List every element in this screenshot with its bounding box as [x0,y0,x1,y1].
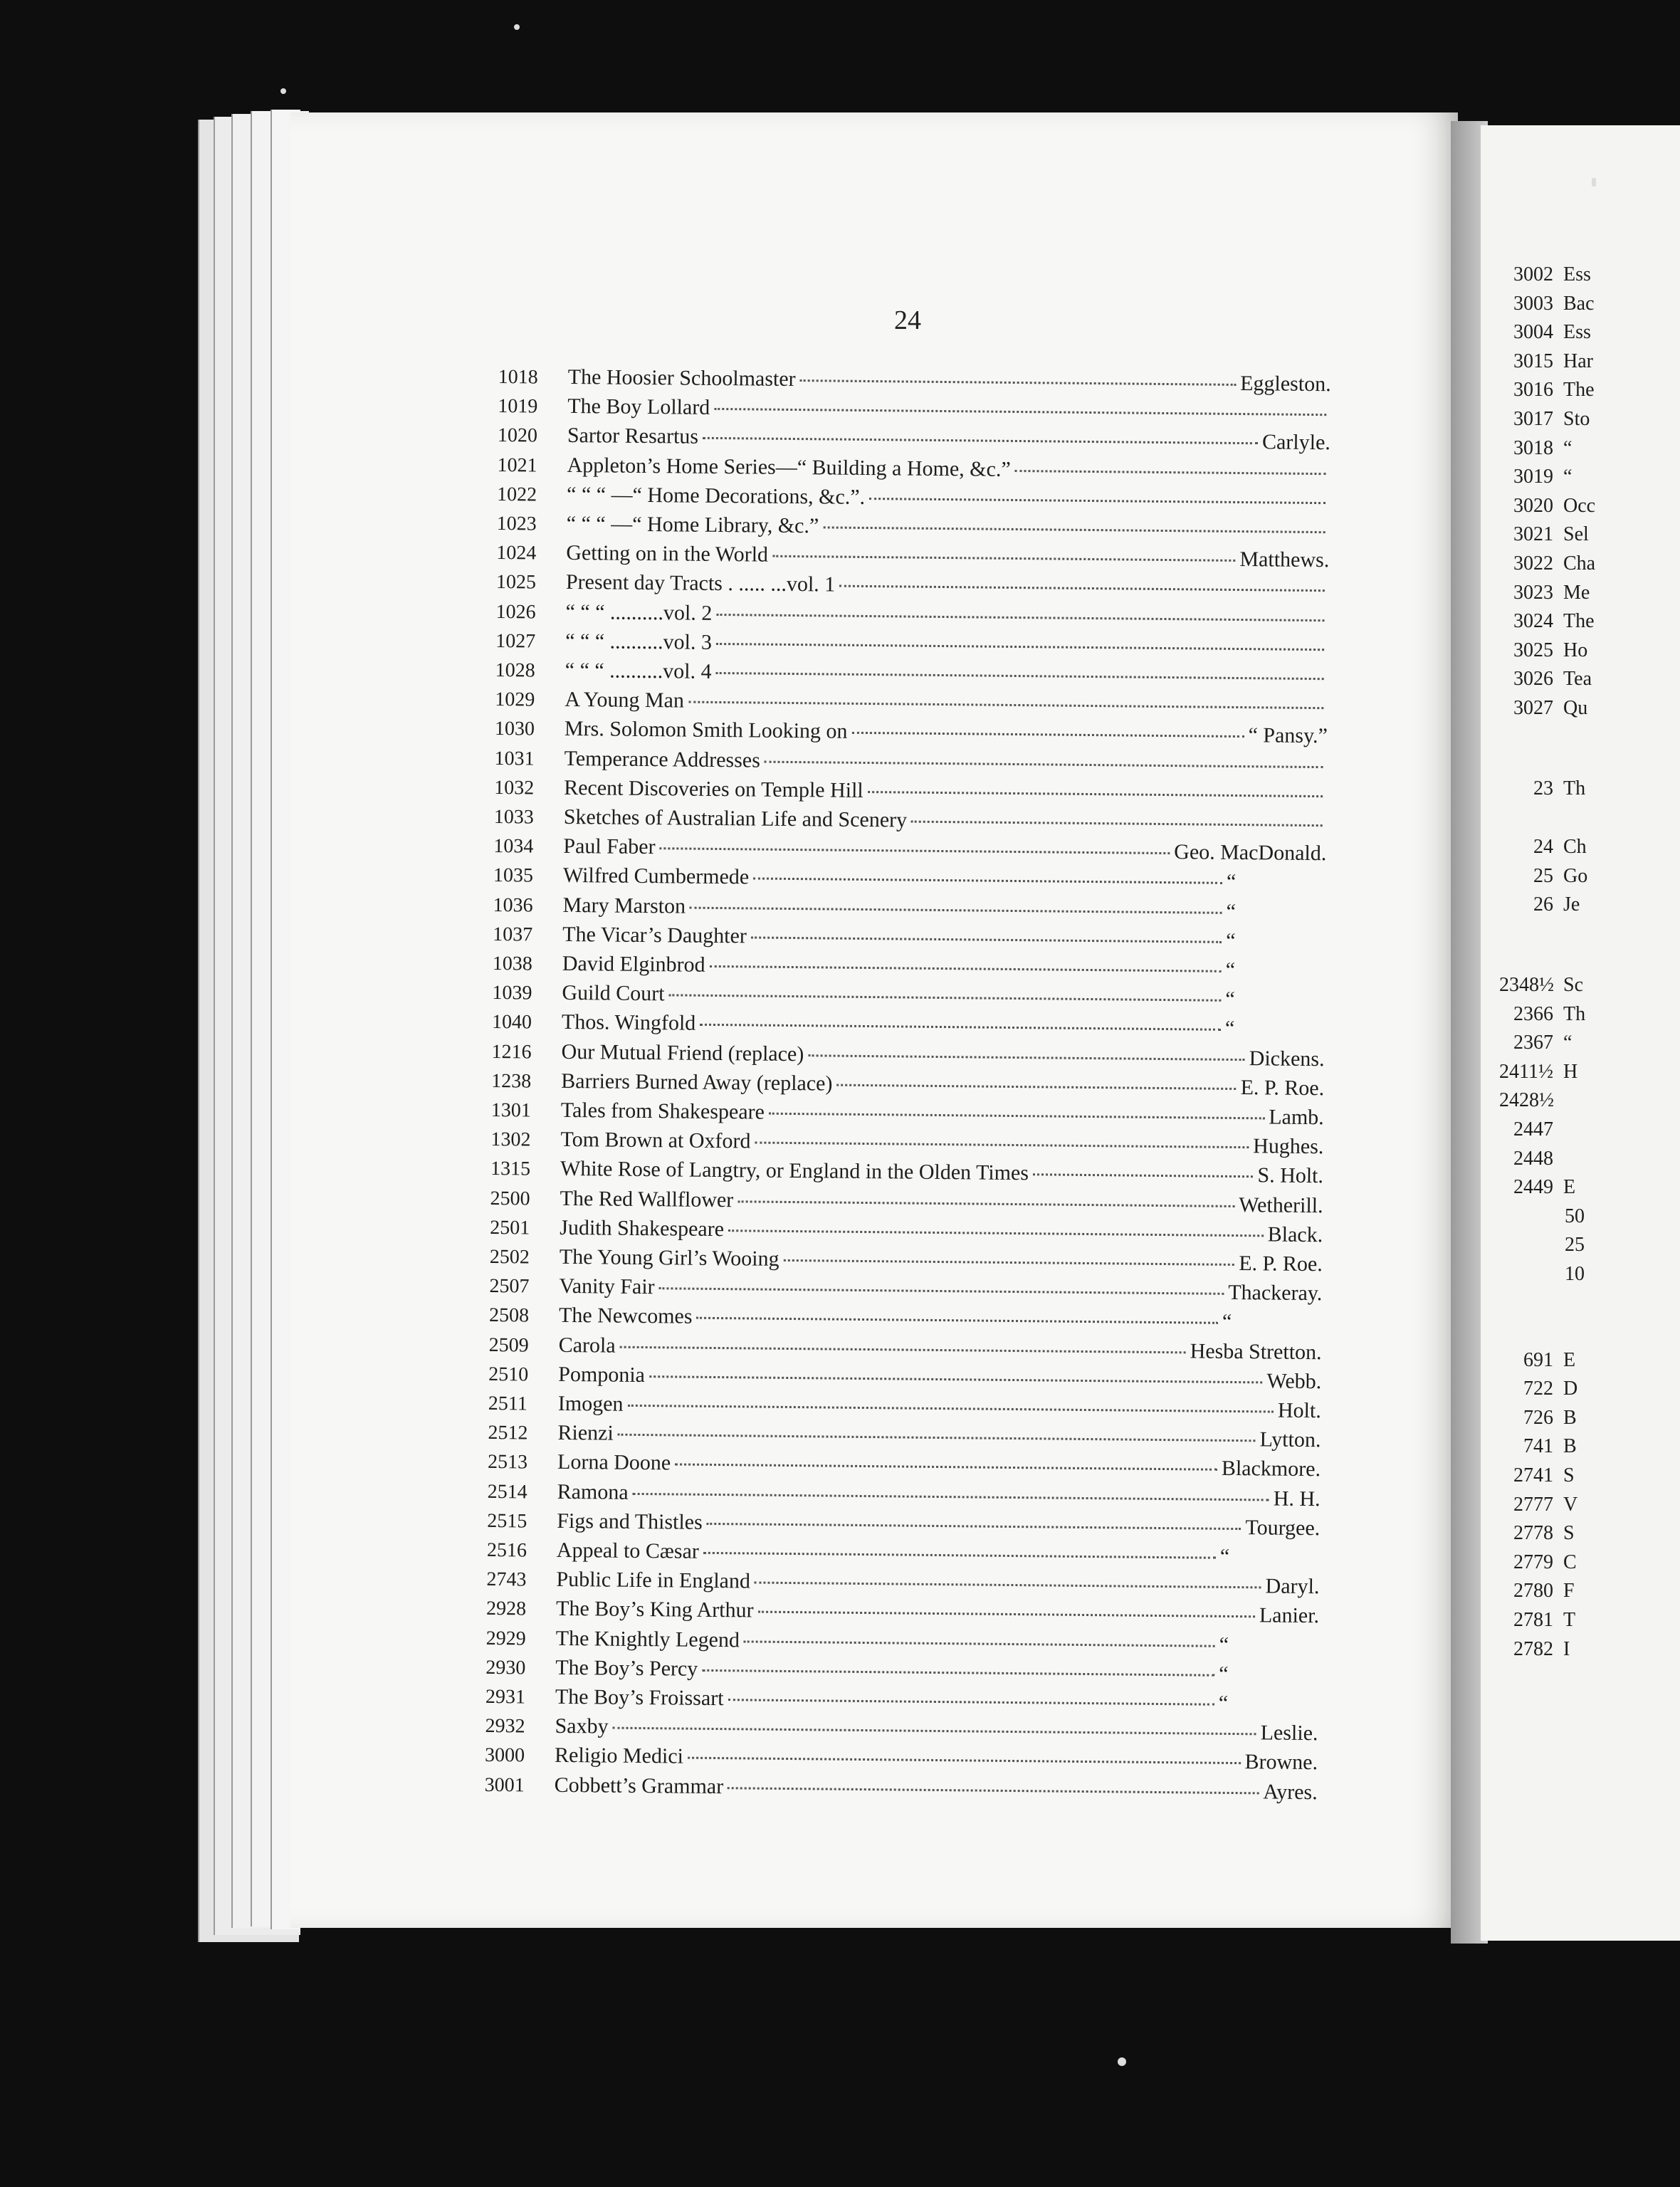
dot-leader [758,1611,1255,1618]
dust-speck [1592,178,1596,187]
entry-number: 1315 [490,1158,531,1180]
right-entry-number: 3019 [1513,466,1553,488]
entry-title: Ramona [557,1479,629,1504]
right-entry-text: T [1563,1609,1576,1631]
right-entry-text: Th [1563,777,1586,799]
dot-leader [669,995,1222,1002]
entry-title: Guild Court [562,981,665,1006]
entry-author: Thackeray. [1228,1281,1323,1306]
right-entry-number: 3018 [1513,436,1553,459]
ditto-mark: “ [1226,928,1236,953]
right-entry-number: 2366 [1513,1002,1553,1025]
entry-number: 2928 [485,1598,527,1620]
entry-title: Tales from Shakespeare [560,1098,765,1124]
entry-author: Lanier. [1259,1603,1320,1628]
entry-title: Appeal to Cæsar [556,1538,700,1563]
dot-leader [659,847,1170,854]
entry-author: Ayres. [1263,1779,1318,1804]
entry-title: “ “ “ ..........vol. 2 [565,599,713,625]
dot-leader [755,1582,1261,1589]
dot-leader [868,791,1323,797]
dot-leader [839,585,1325,592]
entry-number: 1020 [497,424,538,447]
right-entry-text: Qu [1563,697,1588,719]
right-entry-text: “ [1563,436,1573,459]
dot-leader [784,1259,1235,1266]
entry-title: Recent Discoveries on Temple Hill [564,775,863,802]
right-entry-number: 3021 [1513,523,1553,546]
right-entry-text: Ho [1563,639,1588,661]
entry-title: Figs and Thistles [557,1509,703,1534]
right-entry-text: Occ [1563,494,1596,517]
ditto-mark: “ [1226,899,1237,923]
right-entry-text: S [1563,1464,1575,1486]
ditto-mark: “ [1226,870,1237,894]
entry-title: The Young Girl’s Wooing [559,1244,779,1271]
dot-leader [696,1317,1218,1324]
right-entry-number: 24 [1533,836,1553,859]
entry-title: Judith Shakespeare [560,1215,725,1241]
right-entry-text: B [1563,1406,1577,1429]
dot-leader [700,1024,1221,1031]
dot-leader [851,732,1244,738]
right-entry-text: F [1563,1580,1575,1603]
entry-number: 1022 [496,483,537,506]
dot-leader [800,379,1237,386]
right-entry-number: 3026 [1513,668,1553,691]
entry-number: 2507 [489,1275,530,1298]
entry-title: The Boy Lollard [567,394,710,420]
entry-number: 2516 [486,1538,527,1562]
entry-author: E. P. Roe. [1239,1252,1323,1276]
dot-leader [1015,470,1326,475]
dot-leader [716,672,1324,680]
entry-author: H. H. [1273,1486,1321,1511]
right-entry-text: Tea [1563,668,1592,691]
entry-number: 1025 [495,571,537,594]
entry-number: 2743 [486,1568,527,1591]
right-entry-number: 2348½ [1499,974,1554,996]
entry-number: 2501 [490,1216,530,1239]
right-entry-number: 2779 [1513,1551,1553,1573]
right-entry-number: 3027 [1513,697,1553,719]
entry-title: Religio Medici [554,1743,684,1768]
entry-title: Carola [558,1333,616,1358]
entry-author: Tourgee. [1245,1515,1321,1540]
right-entry-number: 2778 [1513,1522,1553,1545]
entry-number: 2502 [489,1245,530,1269]
right-entry-text: Ess [1563,321,1591,344]
right-entry-text: Sc [1563,974,1583,996]
entry-number: 2511 [488,1392,527,1415]
ditto-mark: “ [1225,958,1236,982]
right-entry-number: 26 [1533,893,1553,916]
entry-author: Dickens. [1249,1046,1325,1071]
entry-number: 2932 [485,1715,525,1738]
entry-title: David Elginbrod [562,951,705,977]
dot-leader [765,760,1323,768]
entry-author: E. P. Roe. [1240,1075,1325,1100]
right-entry-number: 2447 [1513,1118,1553,1140]
dot-leader [714,408,1326,416]
right-entry-text: 25 [1565,1234,1585,1257]
dot-leader [753,878,1222,884]
dot-leader [707,1523,1241,1530]
entry-number: 1023 [496,512,537,535]
entry-number: 1033 [493,805,534,829]
dot-leader [659,1287,1224,1295]
entry-author: Leslie. [1260,1721,1318,1746]
entry-number: 1037 [493,923,533,946]
right-entry-number: 2782 [1513,1637,1553,1660]
entry-author: S. Holt. [1257,1163,1324,1188]
entry-number: 2500 [490,1187,530,1210]
right-entry-text: Ch [1563,836,1587,859]
dot-leader [869,498,1325,504]
dot-leader [633,1492,1269,1501]
right-entry-number: 3015 [1513,350,1553,372]
right-entry-text: Ess [1563,263,1591,285]
entry-author: Blackmore. [1221,1457,1321,1481]
entry-title: The Boy’s Froissart [555,1684,724,1711]
right-entry-text: Sto [1563,408,1590,430]
entry-author: Wetherill. [1239,1192,1323,1217]
entry-number: 3000 [484,1744,525,1767]
entry-title: The Vicar’s Daughter [562,922,747,948]
entry-number: 2510 [488,1363,529,1386]
dot-leader [710,965,1222,972]
ditto-mark: “ [1218,1691,1229,1715]
entry-author: Black. [1267,1222,1323,1247]
right-entry-text: B [1563,1435,1577,1458]
entry-title: “ “ “ ..........vol. 4 [565,658,712,683]
entry-author: Geo. MacDonald. [1174,840,1327,866]
right-entry-text: V [1563,1493,1578,1516]
right-entry-number: 23 [1533,777,1553,799]
entry-title: Mary Marston [562,893,686,918]
dot-leader [688,701,1323,710]
entry-number: 1019 [498,395,538,418]
dot-leader [703,437,1258,444]
entry-title: Rienzi [557,1421,614,1445]
right-entry-number: 2448 [1513,1147,1553,1170]
right-entry-number: 3022 [1513,552,1553,575]
entry-number: 1027 [495,629,536,653]
dot-leader [911,821,1323,827]
right-entry-number: 741 [1523,1435,1553,1458]
entry-author: Matthews. [1239,547,1330,572]
right-entry-text: Th [1563,1002,1586,1025]
right-entry-number: 3003 [1513,292,1553,315]
entry-author: “ Pansy.” [1248,723,1328,748]
entry-number: 1030 [494,718,535,740]
entry-title: Public Life in England [556,1568,751,1593]
entry-title: The Red Wallflower [560,1186,734,1212]
ditto-mark: “ [1224,1017,1235,1041]
dot-leader [612,1727,1256,1736]
entry-author: Lamb. [1269,1105,1324,1130]
ditto-mark: “ [1219,1662,1229,1686]
dot-leader [716,643,1324,651]
page-number: 24 [894,305,921,335]
entry-number: 1028 [495,659,535,682]
right-entry-text: E [1563,1176,1576,1199]
dot-leader [751,936,1222,943]
dot-leader [627,1405,1274,1413]
entry-number: 1302 [490,1128,531,1151]
entry-number: 3001 [484,1773,525,1797]
right-entry-number: 25 [1533,864,1553,887]
entry-number: 2508 [488,1304,530,1327]
right-entry-number: 2411½ [1499,1060,1553,1083]
dot-leader [1033,1174,1254,1178]
dot-leader [620,1346,1186,1353]
entry-title: Sartor Resartus [567,424,699,449]
entry-number: 2512 [488,1422,528,1444]
entry-number: 1024 [496,542,537,565]
entry-title: Temperance Addresses [564,746,761,772]
entry-title: The Newcomes [558,1304,693,1329]
entry-title: “ “ “ —“ Home Decorations, &c.”. [566,482,866,509]
entry-title: Appleton’s Home Series—“ Building a Home, &c.” [567,453,1011,481]
ditto-mark: “ [1222,1310,1232,1334]
dot-leader [728,1699,1214,1706]
right-entry-number: 3023 [1513,581,1553,604]
entry-number: 1301 [490,1098,531,1122]
entry-number: 2931 [485,1685,526,1709]
entry-number: 1021 [497,453,537,477]
right-entry-number: 2367 [1513,1032,1553,1054]
entry-author: Browne. [1244,1750,1318,1775]
entry-number: 2509 [488,1333,529,1357]
entry-number: 1035 [493,864,534,887]
right-entry-text: “ [1563,1032,1573,1054]
right-entry-text: 50 [1565,1205,1585,1227]
entry-number: 1036 [493,893,533,917]
right-entry-text: Cha [1563,552,1596,575]
right-entry-number: 2780 [1513,1580,1553,1603]
right-entry-text: “ [1563,466,1573,488]
right-entry-text: The [1563,610,1595,633]
entry-title: Imogen [557,1391,624,1416]
entry-title: White Rose of Langtry, or England in the Olden Times [560,1157,1029,1185]
right-entry-number: 2741 [1513,1464,1553,1486]
right-entry-number: 3024 [1513,610,1553,633]
entry-number: 1216 [491,1040,532,1064]
entry-title: A Young Man [565,688,685,713]
dot-leader [728,1229,1264,1237]
entry-title: Lorna Doone [557,1450,671,1475]
right-entry-number: 3002 [1513,263,1553,285]
entry-number: 1026 [495,600,536,624]
dust-speck [280,88,286,94]
right-entry-text: The [1563,379,1595,402]
dot-leader [737,1200,1234,1207]
right-entry-text: C [1563,1551,1577,1573]
entry-title: Thos. Wingfold [561,1010,696,1036]
right-entry-number: 2449 [1513,1176,1553,1199]
entry-number: 1039 [492,982,532,1005]
right-entry-text: Me [1563,581,1590,604]
entry-author: Eggleston. [1240,372,1331,397]
ditto-mark: “ [1219,1632,1229,1657]
dot-leader [836,1084,1236,1089]
dot-leader [690,906,1222,913]
right-entry-number: 2428½ [1499,1089,1554,1112]
entry-number: 2929 [485,1627,526,1650]
dot-leader [703,1552,1216,1559]
dust-speck [1118,2057,1126,2066]
dot-leader [808,1054,1244,1061]
dot-leader [772,555,1235,562]
right-entry-text: D [1563,1378,1578,1400]
entry-title: Wilfred Cumbermede [562,864,750,889]
right-entry-number: 2777 [1513,1493,1553,1516]
dot-leader [744,1640,1215,1647]
entry-title: Getting on in the World [566,541,769,567]
right-entry-number: 722 [1523,1378,1553,1400]
entry-title: Present day Tracts . ..... ...vol. 1 [565,570,836,597]
entry-number: 1038 [492,952,532,975]
dot-leader [823,526,1325,533]
entry-title: Mrs. Solomon Smith Looking on [564,717,848,744]
entry-author: Lytton. [1259,1427,1321,1452]
entry-title: Pomponia [558,1362,646,1387]
right-entry-text: Har [1563,350,1593,372]
right-entry-number: 691 [1523,1348,1553,1371]
entry-title: Cobbett’s Grammar [554,1773,724,1798]
right-entry-text: Bac [1563,292,1595,315]
right-entry-text: Go [1563,864,1588,887]
entry-author: Hughes. [1253,1134,1324,1159]
entry-title: Barriers Burned Away (replace) [561,1069,833,1096]
right-entry-number: 3004 [1513,321,1553,344]
right-entry-number: 3025 [1513,639,1553,661]
entry-number: 2515 [487,1509,527,1533]
entry-number: 1238 [491,1069,532,1093]
dot-leader [769,1113,1264,1120]
entry-title: Tom Brown at Oxford [560,1128,751,1153]
entry-author: Holt. [1277,1398,1321,1423]
entry-author: Carlyle. [1261,430,1331,455]
entry-author: Webb. [1266,1369,1322,1393]
entry-title: The Knightly Legend [555,1626,740,1652]
entry-number: 2514 [487,1480,527,1504]
right-entry-text: 10 [1565,1263,1585,1285]
entry-number: 2930 [485,1656,526,1679]
entry-number: 1034 [493,835,534,858]
dot-leader [688,1757,1241,1764]
dot-leader [728,1787,1259,1794]
right-entry-text: H [1563,1060,1578,1083]
entry-title: Saxby [555,1714,609,1738]
entry-title: “ “ “ —“ Home Library, &c.” [566,511,819,538]
entry-title: Our Mutual Friend (replace) [561,1039,804,1066]
ditto-mark: “ [1225,987,1235,1012]
entry-number: 2513 [487,1451,528,1474]
dot-leader [618,1434,1256,1442]
entry-title: The Hoosier Schoolmaster [567,364,796,392]
entry-title: Vanity Fair [559,1274,655,1299]
entry-title: Sketches of Australian Life and Scenery [563,804,908,832]
dot-leader [702,1669,1214,1677]
entry-title: The Boy’s Percy [555,1655,698,1681]
entry-number: 1032 [494,776,535,799]
entry-author: Hesba Stretton. [1190,1338,1322,1364]
dot-leader [649,1375,1263,1383]
entry-number: 1018 [498,365,538,389]
ditto-mark: “ [1219,1544,1230,1568]
entry-number: 1031 [494,747,535,770]
right-entry-number: 726 [1523,1406,1553,1429]
entry-number: 1040 [491,1011,532,1034]
right-entry-text: Sel [1563,523,1589,546]
entry-title: Paul Faber [563,834,656,859]
right-entry-number: 3020 [1513,494,1553,517]
dust-speck [514,24,520,30]
entry-title: “ “ “ ..........vol. 3 [565,629,713,654]
dot-leader [755,1142,1249,1149]
right-entry-number: 3017 [1513,408,1553,430]
entry-number: 1029 [495,688,535,711]
dot-leader [716,614,1324,622]
dot-leader [675,1464,1217,1471]
entry-title: The Boy’s King Arthur [555,1597,754,1622]
right-entry-text: Je [1563,893,1580,916]
right-entry-text: S [1563,1522,1575,1545]
right-entry-text: E [1563,1348,1576,1371]
right-entry-number: 3016 [1513,379,1553,402]
entry-author: Daryl. [1265,1574,1320,1599]
right-entry-number: 2781 [1513,1609,1553,1631]
right-entry-text: I [1563,1637,1570,1660]
